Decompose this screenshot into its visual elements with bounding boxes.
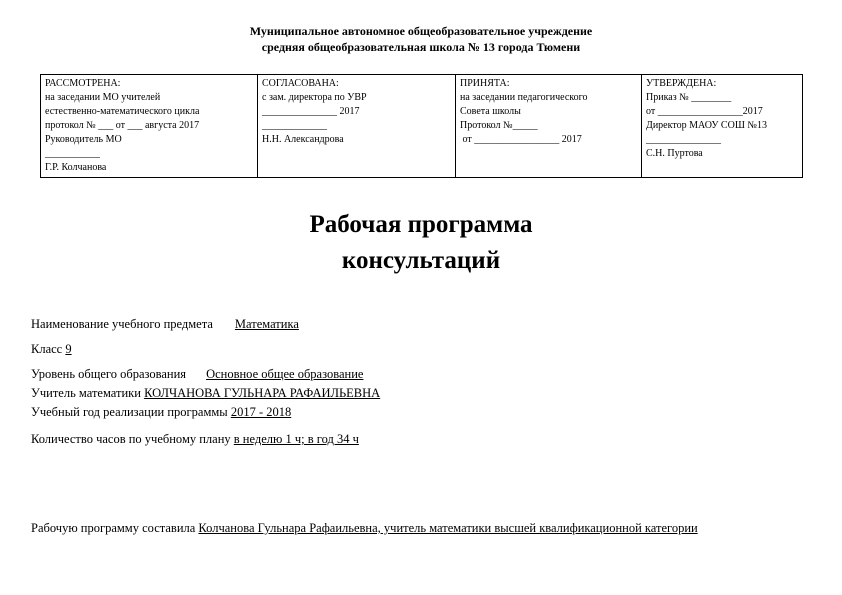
approval-line: от _________________2017 [646, 106, 763, 117]
approval-line: РАССМОТРЕНА: [45, 78, 121, 89]
author-label: Рабочую программу составила [31, 521, 196, 535]
approval-line: УТВЕРЖДЕНА: [646, 78, 717, 89]
approval-line: Директор МАОУ СОШ №13 [646, 120, 767, 131]
level-value: Основное общее образование [206, 367, 364, 381]
author-value: Колчанова Гульнара Рафаильевна, учитель математики высшей квалификационной категории [198, 521, 698, 535]
approval-line: Приказ № ________ [646, 92, 732, 103]
subject-value: Математика [234, 317, 299, 331]
approval-cell-approved [642, 75, 803, 178]
subject-row [31, 317, 299, 332]
approval-line: протокол № ___ от ___ августа 2017 [45, 120, 200, 131]
approval-cell-accepted [456, 75, 642, 178]
year-row [31, 405, 291, 420]
approval-line: С.Н. Пуртова [646, 148, 703, 159]
level-label: Уровень общего образования [31, 367, 187, 381]
approval-line: _______________ 2017 [262, 106, 360, 117]
approval-line: естественно-математического цикла [45, 106, 200, 117]
approval-line: СОГЛАСОВАНА: [262, 78, 339, 89]
teacher-label: Учитель математики [31, 386, 141, 400]
approval-line: Н.Н. Александрова [262, 134, 344, 145]
year-label: Учебный год реализации программы [31, 405, 228, 419]
approval-line: Г.Р. Колчанова [45, 162, 107, 173]
school-name-line-2: средняя общеобразовательная школа № 13 города Тюмени [261, 40, 581, 54]
class-label: Класс [31, 342, 63, 356]
approval-line: Руководитель МО [45, 134, 122, 145]
signature-line: _____________ [262, 120, 327, 131]
author-row [31, 521, 698, 536]
approval-line: ПРИНЯТА: [460, 78, 510, 89]
teacher-row [31, 386, 380, 401]
approval-line: на заседании МО учителей [45, 92, 161, 103]
approval-line: на заседании педагогического [460, 92, 588, 103]
approval-line: Совета школы [460, 106, 521, 117]
approval-line: с зам. директора по УВР [262, 92, 367, 103]
teacher-value: КОЛЧАНОВА ГУЛЬНАРА РАФАИЛЬЕВНА [144, 386, 381, 400]
level-row [31, 367, 363, 382]
year-value: 2017 - 2018 [230, 405, 292, 419]
approval-table [40, 74, 803, 178]
class-value: 9 [65, 342, 72, 356]
hours-value: в неделю 1 ч; в год 34 ч [233, 432, 359, 446]
hours-label: Количество часов по учебному плану [31, 432, 231, 446]
approval-cell-agreed [258, 75, 456, 178]
class-row [31, 342, 72, 357]
approval-line: от _________________ 2017 [460, 134, 582, 145]
document-title-line-2: консультаций [341, 247, 501, 274]
school-name-line-1: Муниципальное автономное общеобразовательное учреждение [249, 24, 593, 38]
signature-line: _______________ [646, 134, 721, 145]
signature-line: ___________ [45, 148, 100, 159]
approval-cell-reviewed [41, 75, 258, 178]
hours-row [31, 432, 359, 447]
document-title-line-1: Рабочая программа [309, 211, 533, 238]
approval-line: Протокол №_____ [460, 120, 538, 131]
subject-label: Наименование учебного предмета [31, 317, 213, 331]
